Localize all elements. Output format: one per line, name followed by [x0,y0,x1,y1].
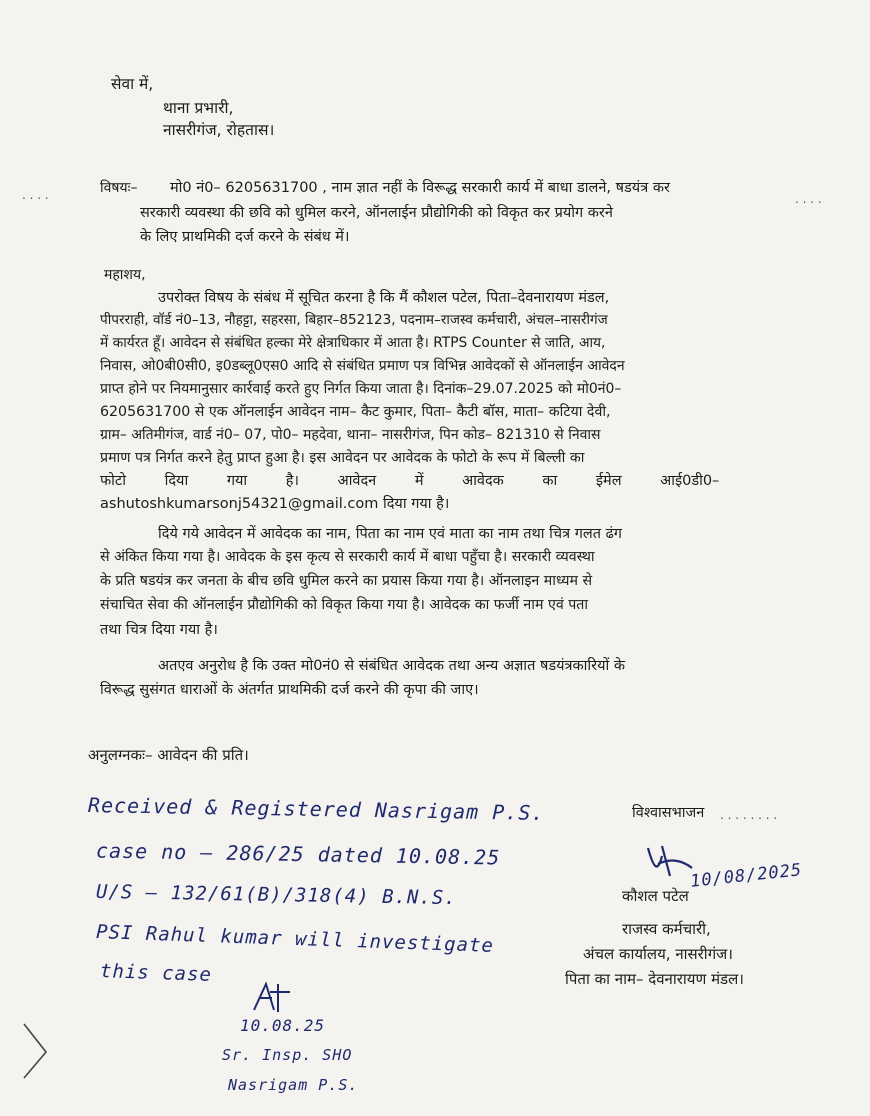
endorsement-initials [250,980,300,1016]
endorsement-date: 10.08.25 [240,1016,326,1035]
margin-dots-left: . . . . [22,188,49,202]
subject-line-1: मो0 नं0– 6205631700 , नाम ज्ञात नहीं के विरूद्ध सरकारी कार्य में बाधा डालने, षडयंत्र कर [170,180,670,196]
endorsement-officer: Sr. Insp. SHO [222,1046,353,1064]
para3-line-1: अतएव अनुरोध है कि उक्त मो0नं0 से संबंधित आवेदक तथा अन्य अज्ञात षडयंत्रकारियों के [158,658,625,674]
para1-line-5: प्राप्त होने पर नियमानुसार कार्रवाई करते हुए निर्गत किया जाता है। दिनांक–29.07.2025 को मो0नं0– [100,381,622,397]
subject-line-2: सरकारी व्यवस्था की छवि को धुमिल करने, ऑनलाईन प्रौद्योगिकी को विकृत कर प्रयोग करने [140,205,613,221]
margin-dots-right: . . . . [795,192,822,206]
signer-name: कौशल पटेल [622,887,689,905]
para2-line-4: संचाचित सेवा की ऑनलाईन प्रौद्योगिकी को विकृत किया गया है। आवेदक का फर्जी नाम एवं पता [100,597,589,613]
signer-office: अंचल कार्यालय, नासरीगंज। [583,945,733,963]
para2-line-1: दिये गये आवेदन में आवेदक का नाम, पिता का नाम एवं माता का नाम तथा चित्र गलत ढंग [158,526,622,542]
endorsement-line-4: PSI Rahul kumar will investigate [95,921,495,957]
para1-line-2: पीपरराही, वॉर्ड नं0–13, नौहट्टा, सहरसा, बिहार–852123, पदनाम–राजस्व कर्मचारी, अंचल–नासरीगंज [100,312,608,328]
enclosure-note: अनुलग्नकः– आवेदन की प्रति। [88,746,249,764]
subject-label: विषयः– [100,180,138,196]
para1-line-3: में कार्यरत हूँ। आवेदन से संबंधित हल्का मेरे क्षेत्राधिकार में आता है। RTPS Counter से जाति, आय, [100,335,606,351]
closing-text: विश्वासभाजन [632,805,705,821]
signer-designation: राजस्व कर्मचारी, [622,920,711,938]
para1-line-7: ग्राम– अतिमीगंज, वार्ड नं0– 07, पो0– महदेवा, थाना– नासरीगंज, पिन कोड– 821310 से निवास [100,427,601,443]
greeting: महाशय, [104,267,146,283]
para1-line-10: ashutoshkumarsonj54321@gmail.com दिया गया है। [100,496,450,512]
endorsement-line-1: Received & Registered Nasrigam P.S. [87,793,545,825]
para3-line-2: विरूद्ध सुसंगत धाराओं के अंतर्गत प्राथमिकी दर्ज करने की कृपा की जाए। [100,682,479,698]
signature-date: 10/08/2025 [689,860,804,892]
addressee-line-2: नासरीगंज, रोहतास। [163,121,275,139]
endorsement-line-3: U/S – 132/61(B)/318(4) B.N.S. [95,880,457,910]
signer-father-name: पिता का नाम– देवनारायण मंडल। [565,970,744,988]
para1-line-6: 6205631700 से एक ऑनलाईन आवेदन नाम– कैट कुमार, पिता– कैटी बॉस, माता– कटिया देवी, [100,404,611,420]
para1-line-9: फोटो दिया गया है। आवेदन में आवेदक का ईमेल आई0डी0– [100,473,720,489]
para2-line-5: तथा चित्र दिया गया है। [100,622,218,638]
endorsement-station: Nasrigam P.S. [228,1076,359,1094]
subject-line-3: के लिए प्राथमिकी दर्ज करने के संबंध में। [140,229,350,245]
endorsement-line-5: this case [99,960,213,986]
para1-line-1: उपरोक्त विषय के संबंध में सूचित करना है कि मैं कौशल पटेल, पिता–देवनारायण मंडल, [158,290,610,306]
para1-line-4: निवास, ओ0बी0सी0, इ0डब्लू0एस0 आदि से संबंधित प्रमाण पत्र विभिन्न आवेदकों से ऑनलाईन आवेदन [100,358,625,374]
para2-line-3: के प्रति षडयंत्र कर जनता के बीच छवि धुमिल करने का प्रयास किया गया है। ऑनलाइन माध्यम से [100,573,593,589]
salutation-to: सेवा में, [111,75,154,93]
endorsement-line-2: case no – 286/25 dated 10.08.25 [95,838,501,870]
para2-line-2: से अंकित किया गया है। आवेदक के इस कृत्य से सरकारी कार्य में बाधा पहुँचा है। सरकारी व्यवस्था [100,549,595,565]
para1-line-8: प्रमाण पत्र निर्गत करने हेतु प्राप्त हुआ है। इस आवेदन पर आवेदक के फोटो के रूप में बिल्ली का [100,450,585,466]
closing-dots: . . . . . . . . [720,808,778,822]
margin-chevron-mark [20,1022,50,1082]
addressee-line-1: थाना प्रभारी, [163,99,234,117]
